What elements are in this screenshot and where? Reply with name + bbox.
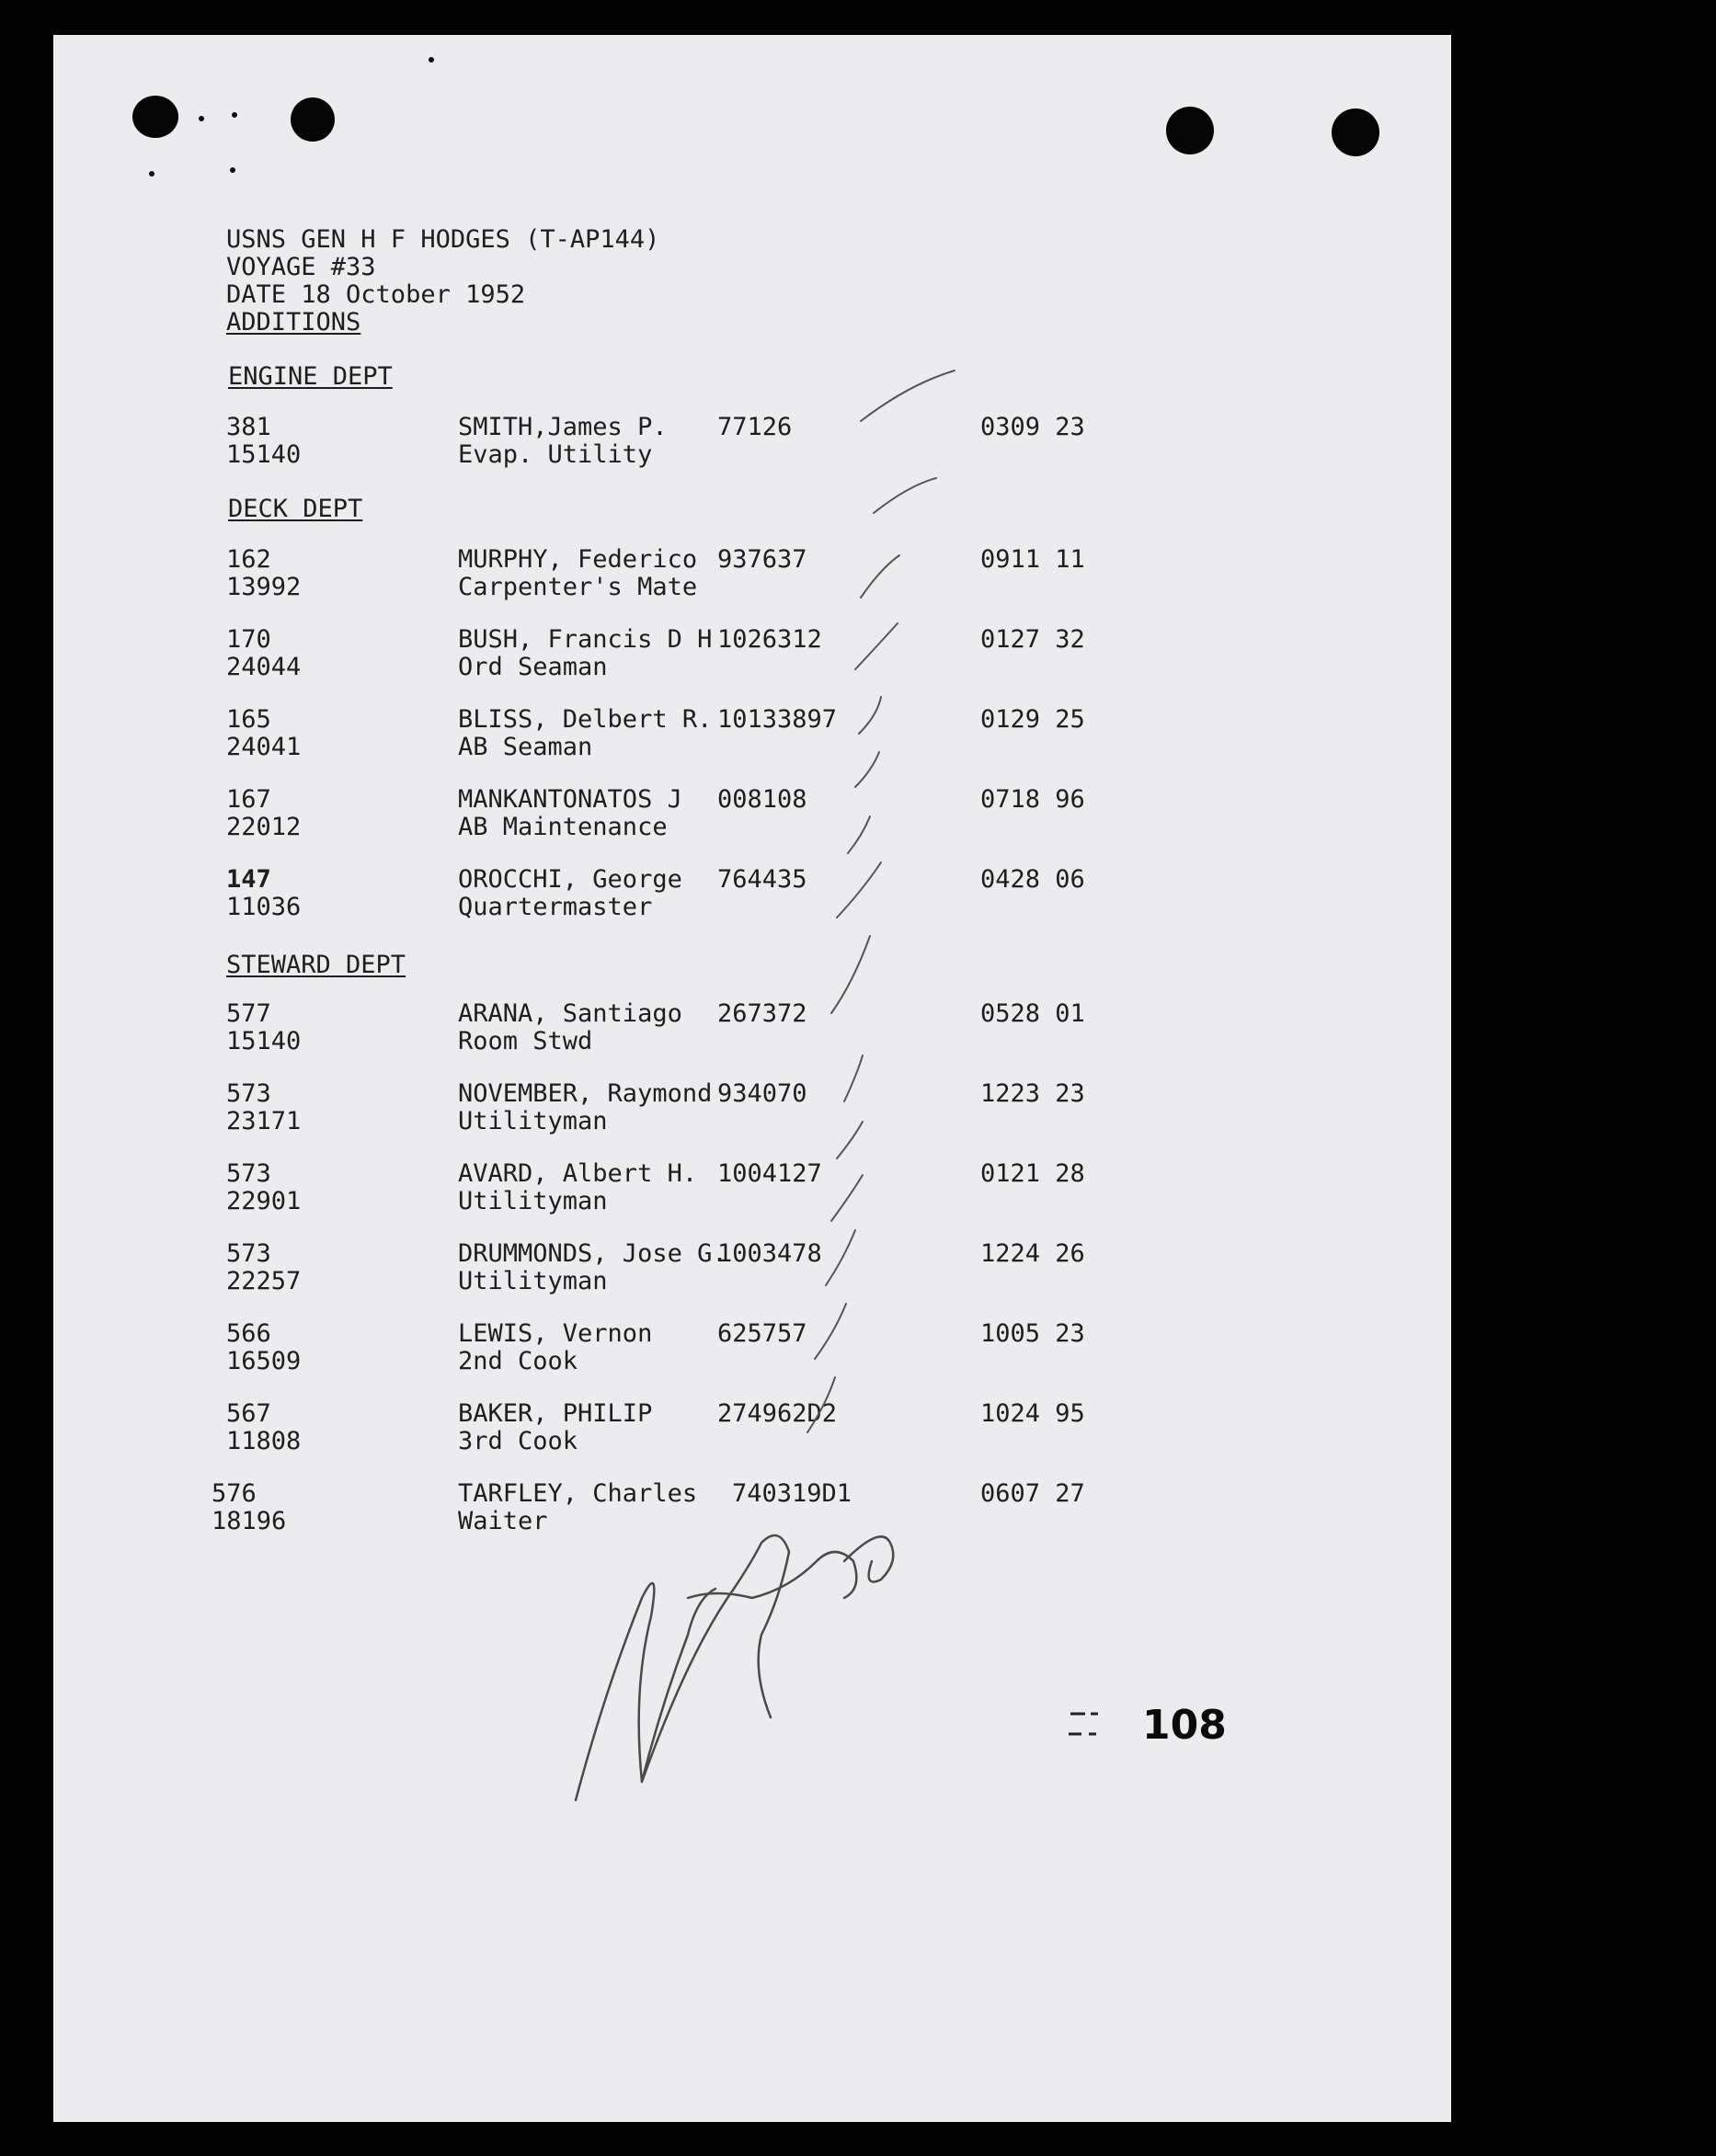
position-code: 577 bbox=[226, 999, 271, 1028]
rating-number: 22257 bbox=[226, 1267, 302, 1295]
crew-entry bbox=[53, 1400, 1451, 1457]
date-code: 1005 23 bbox=[980, 1319, 1085, 1348]
z-number: 1004127 bbox=[717, 1159, 822, 1188]
z-number: 764435 bbox=[717, 865, 807, 894]
position-code: 576 bbox=[212, 1479, 257, 1508]
crew-entry bbox=[53, 786, 1451, 843]
date-code: 0718 96 bbox=[980, 785, 1085, 814]
punch-hole-left-2 bbox=[291, 97, 335, 142]
crew-entry bbox=[53, 1160, 1451, 1217]
date-code: 0911 11 bbox=[980, 545, 1085, 574]
document-page bbox=[53, 35, 1451, 2122]
z-number: 10133897 bbox=[717, 705, 838, 734]
rating-number: 24041 bbox=[226, 733, 302, 761]
position-code: 566 bbox=[226, 1319, 271, 1348]
position-code: 573 bbox=[226, 1079, 271, 1108]
check-mark bbox=[874, 478, 936, 513]
crew-rating: Evap. Utility bbox=[458, 440, 653, 469]
position-code: 162 bbox=[226, 545, 271, 574]
crew-name: LEWIS, Vernon bbox=[458, 1319, 653, 1348]
z-number: 274962D2 bbox=[717, 1399, 838, 1428]
rating-number: 16509 bbox=[226, 1347, 302, 1375]
crew-entry bbox=[53, 866, 1451, 923]
date-code: 0428 06 bbox=[980, 865, 1085, 894]
crew-entry bbox=[53, 1080, 1451, 1137]
position-code: 381 bbox=[226, 413, 271, 441]
crew-rating: Utilityman bbox=[458, 1267, 608, 1295]
date-code: 0129 25 bbox=[980, 705, 1085, 734]
crew-rating: AB Seaman bbox=[458, 733, 593, 761]
date-code: 0127 32 bbox=[980, 625, 1085, 654]
rating-number: 11036 bbox=[226, 893, 302, 921]
rating-number: 24044 bbox=[226, 653, 302, 681]
crew-entry bbox=[53, 626, 1451, 683]
section-steward-dept: STEWARD DEPT bbox=[226, 951, 406, 979]
speck bbox=[429, 57, 434, 63]
crew-entry bbox=[53, 706, 1451, 763]
crew-entry bbox=[53, 1480, 1451, 1537]
position-code: 573 bbox=[226, 1239, 271, 1268]
z-number: 77126 bbox=[717, 413, 793, 441]
crew-rating: 2nd Cook bbox=[458, 1347, 578, 1375]
ship-name: USNS GEN H F HODGES (T-AP144) bbox=[226, 225, 660, 254]
crew-rating: AB Maintenance bbox=[458, 813, 668, 841]
position-code: 170 bbox=[226, 625, 271, 654]
z-number: 267372 bbox=[717, 999, 807, 1028]
crew-entry bbox=[53, 414, 1451, 471]
crew-name: ARANA, Santiago bbox=[458, 999, 682, 1028]
crew-name: BUSH, Francis D H bbox=[458, 625, 713, 654]
crew-entry bbox=[53, 1240, 1451, 1297]
crew-rating: Utilityman bbox=[458, 1107, 608, 1135]
section-deck-dept: DECK DEPT bbox=[228, 495, 363, 523]
punch-hole-right-1 bbox=[1166, 107, 1214, 154]
crew-name: MURPHY, Federico bbox=[458, 545, 698, 574]
position-code: 567 bbox=[226, 1399, 271, 1428]
crew-entry bbox=[53, 1000, 1451, 1057]
crew-name: OROCCHI, George bbox=[458, 865, 682, 894]
date-code: 0309 23 bbox=[980, 413, 1085, 441]
crew-rating: Ord Seaman bbox=[458, 653, 608, 681]
signature bbox=[576, 1535, 893, 1800]
speck bbox=[230, 167, 235, 173]
crew-name: TARFLEY, Charles bbox=[458, 1479, 698, 1508]
rating-number: 11808 bbox=[226, 1427, 302, 1455]
crew-rating: Waiter bbox=[458, 1507, 548, 1535]
rating-number: 13992 bbox=[226, 573, 302, 601]
z-number: 934070 bbox=[717, 1079, 807, 1108]
rating-number: 22012 bbox=[226, 813, 302, 841]
crew-name: DRUMMONDS, Jose G. bbox=[458, 1239, 727, 1268]
voyage-number: VOYAGE #33 bbox=[226, 253, 376, 281]
speck bbox=[149, 171, 154, 177]
punch-hole-right-2 bbox=[1332, 108, 1379, 156]
additions-heading: ADDITIONS bbox=[226, 308, 361, 337]
rating-number: 18196 bbox=[212, 1507, 287, 1535]
position-code: 573 bbox=[226, 1159, 271, 1188]
speck bbox=[232, 112, 237, 118]
crew-name: BAKER, PHILIP bbox=[458, 1399, 653, 1428]
z-number: 740319D1 bbox=[732, 1479, 852, 1508]
z-number: 008108 bbox=[717, 785, 807, 814]
date-code: 0528 01 bbox=[980, 999, 1085, 1028]
z-number: 937637 bbox=[717, 545, 807, 574]
rating-number: 23171 bbox=[226, 1107, 302, 1135]
crew-name: NOVEMBER, Raymond bbox=[458, 1079, 713, 1108]
handwritten-marks bbox=[53, 35, 1451, 2122]
date-code: 0607 27 bbox=[980, 1479, 1085, 1508]
crew-rating: Utilityman bbox=[458, 1187, 608, 1215]
date-code: 1224 26 bbox=[980, 1239, 1085, 1268]
z-number: 1026312 bbox=[717, 625, 822, 654]
section-engine-dept: ENGINE DEPT bbox=[228, 362, 393, 391]
crew-entry bbox=[53, 546, 1451, 603]
crew-rating: Carpenter's Mate bbox=[458, 573, 698, 601]
crew-rating: Quartermaster bbox=[458, 893, 653, 921]
crew-name: BLISS, Delbert R. bbox=[458, 705, 713, 734]
date-code: 1223 23 bbox=[980, 1079, 1085, 1108]
position-code: 165 bbox=[226, 705, 271, 734]
speck bbox=[199, 116, 204, 121]
z-number: 1003478 bbox=[717, 1239, 822, 1268]
position-code: 167 bbox=[226, 785, 271, 814]
crew-rating: 3rd Cook bbox=[458, 1427, 578, 1455]
date-code: 1024 95 bbox=[980, 1399, 1085, 1428]
z-number: 625757 bbox=[717, 1319, 807, 1348]
punch-hole-left-1 bbox=[132, 96, 178, 138]
position-code: 147 bbox=[226, 865, 271, 894]
document-date: DATE 18 October 1952 bbox=[226, 280, 526, 309]
crew-name: MANKANTONATOS J bbox=[458, 785, 682, 814]
crew-rating: Room Stwd bbox=[458, 1027, 593, 1055]
rating-number: 15140 bbox=[226, 1027, 302, 1055]
crew-name: SMITH,James P. bbox=[458, 413, 668, 441]
page-margin-marks bbox=[1067, 1706, 1104, 1743]
date-code: 0121 28 bbox=[980, 1159, 1085, 1188]
crew-entry bbox=[53, 1320, 1451, 1377]
rating-number: 22901 bbox=[226, 1187, 302, 1215]
page-number: 108 bbox=[1142, 1702, 1227, 1749]
crew-name: AVARD, Albert H. bbox=[458, 1159, 698, 1188]
rating-number: 15140 bbox=[226, 440, 302, 469]
